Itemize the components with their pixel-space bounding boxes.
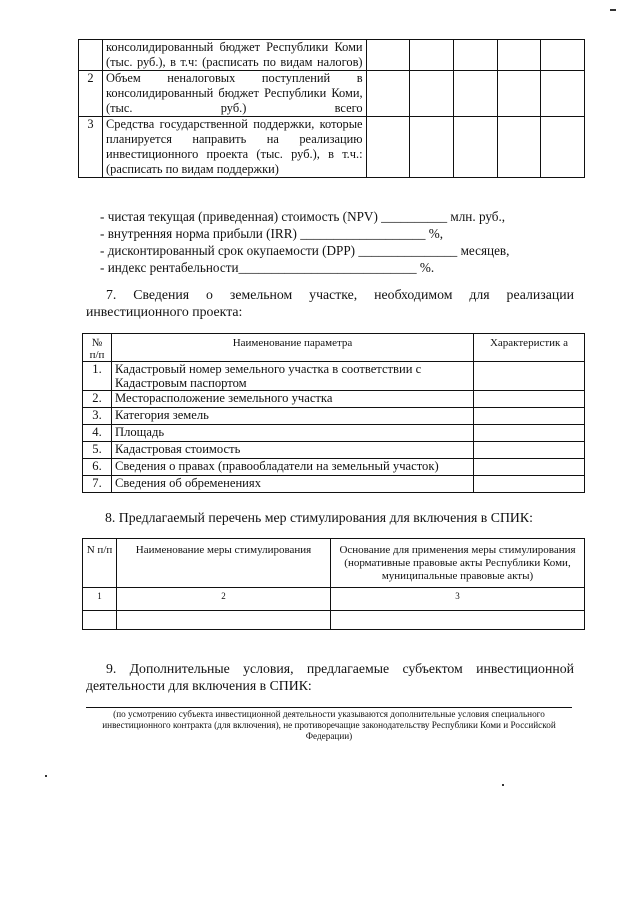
section-9-line-1: 9. Дополнительные условия, предлагаемые субъектом инвестиционной: [106, 661, 574, 676]
value-cell: [541, 40, 585, 71]
value-cell: [474, 442, 585, 459]
value-cell: [366, 71, 410, 117]
column-header-number: N п/п: [83, 539, 117, 588]
column-header-parameter: Наименование параметра: [112, 334, 474, 362]
row-parameter: Сведения об обременениях: [112, 476, 474, 493]
table-row: [79, 117, 585, 178]
row-number: 2: [79, 71, 103, 117]
column-header-basis: Основание для применения меры стимулирования (нормативные правовые акты Республики Коми, муниципальные правовые акты): [331, 539, 585, 588]
value-cell: [474, 391, 585, 408]
column-index: 3: [331, 588, 585, 611]
value-cell: [497, 71, 541, 117]
section-8-heading: 8. Предлагаемый перечень мер стимулирования для включения в СПИК:: [105, 510, 533, 525]
section-7-heading: [86, 286, 574, 320]
section-9-line-2: деятельности для включения в СПИК:: [86, 678, 312, 693]
row-parameter: Кадастровый номер земельного участка в соответствии с Кадастровым паспортом: [112, 362, 474, 391]
column-header-number: № п/п: [83, 334, 112, 362]
section-7-line-2: инвестиционного проекта:: [86, 304, 243, 319]
value-cell: [453, 117, 497, 178]
indicators-table: [78, 39, 585, 178]
row-description: Средства государственной поддержки, которые планируется направить на реализацию инвестиционного проекта (тыс. руб.), в т.ч.: (расписать по видам поддержки): [103, 117, 367, 178]
value-cell: [474, 425, 585, 442]
table-row: [83, 611, 585, 630]
value-cell: [410, 117, 454, 178]
table-row: [83, 408, 585, 425]
value-cell: [474, 476, 585, 493]
row-number: 3.: [83, 408, 112, 425]
value-cell: [474, 459, 585, 476]
table-row: [83, 425, 585, 442]
table-row: [83, 391, 585, 408]
fill-in-line: [86, 707, 572, 708]
value-cell: [366, 117, 410, 178]
scan-speck: [45, 775, 47, 777]
table-row: [79, 40, 585, 71]
empty-cell: [331, 611, 585, 630]
table-header-row: [83, 539, 585, 588]
row-number: 2.: [83, 391, 112, 408]
value-cell: [474, 362, 585, 391]
indicator-irr: - внутренняя норма прибыли (IRR) ___________________ %,: [100, 226, 444, 241]
row-number: 7.: [83, 476, 112, 493]
section-9-heading: [86, 660, 574, 694]
row-number: 3: [79, 117, 103, 178]
empty-cell: [117, 611, 331, 630]
table-row: [83, 459, 585, 476]
column-header-incentive-name: Наименование меры стимулирования: [117, 539, 331, 588]
row-number: 4.: [83, 425, 112, 442]
table-row: [83, 362, 585, 391]
value-cell: [410, 71, 454, 117]
row-description: Объем неналоговых поступлений в консолидированный бюджет Республики Коми, (тыс. руб.) всего: [103, 71, 367, 117]
section-7-line-1: 7. Сведения о земельном участке, необходимом для реализации: [106, 287, 574, 302]
row-number: 1.: [83, 362, 112, 391]
row-parameter: Категория земель: [112, 408, 474, 425]
column-header-value: Характеристик а: [474, 334, 585, 362]
land-plot-table: [82, 333, 585, 493]
scan-speck: [502, 784, 504, 786]
scan-speck: [610, 9, 616, 11]
row-number: 5.: [83, 442, 112, 459]
row-parameter: Месторасположение земельного участка: [112, 391, 474, 408]
row-number: 6.: [83, 459, 112, 476]
value-cell: [453, 40, 497, 71]
table-index-row: [83, 588, 585, 611]
table-row: [79, 71, 585, 117]
row-number: [79, 40, 103, 71]
indicator-npv: - чистая текущая (приведенная) стоимость (NPV) __________ млн. руб.,: [100, 209, 506, 224]
column-index: 1: [83, 588, 117, 611]
value-cell: [366, 40, 410, 71]
row-parameter: Кадастровая стоимость: [112, 442, 474, 459]
value-cell: [453, 71, 497, 117]
value-cell: [474, 408, 585, 425]
table-row: [83, 476, 585, 493]
indicator-profitability-index: - индекс рентабельности___________________________ %.: [100, 260, 435, 275]
value-cell: [541, 71, 585, 117]
table-row: [83, 442, 585, 459]
empty-cell: [83, 611, 117, 630]
value-cell: [541, 117, 585, 178]
row-parameter: Площадь: [112, 425, 474, 442]
row-description: консолидированный бюджет Республики Коми (тыс. руб.), в т.ч: (расписать по видам налогов): [103, 40, 367, 71]
row-parameter: Сведения о правах (правообладатели на земельный участок): [112, 459, 474, 476]
footnote: (по усмотрению субъекта инвестиционной деятельности указываются дополнительные условия специального инвестиционного контракта (для включения), не противоречащие законодательству Республики Коми и Российской Федерации): [102, 709, 556, 741]
indicator-dpp: - дисконтированный срок окупаемости (DPP) _______________ месяцев,: [100, 243, 510, 258]
table-header-row: [83, 334, 585, 362]
value-cell: [497, 117, 541, 178]
column-index: 2: [117, 588, 331, 611]
value-cell: [410, 40, 454, 71]
incentives-table: [82, 538, 585, 630]
value-cell: [497, 40, 541, 71]
